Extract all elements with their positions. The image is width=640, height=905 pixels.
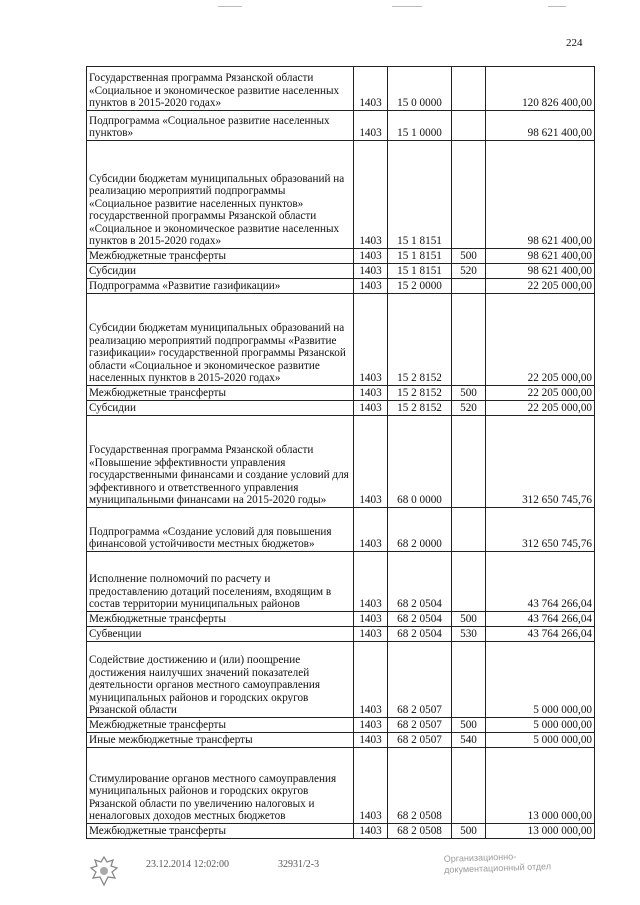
row-type — [452, 279, 486, 294]
row-type: 500 — [452, 718, 486, 733]
row-amount: 312 650 745,76 — [486, 508, 595, 552]
budget-table — [86, 66, 595, 839]
row-code: 15 0 0000 — [388, 67, 452, 111]
row-code: 15 1 8151 — [388, 141, 452, 249]
row-name: Иные межбюджетные трансферты — [87, 733, 354, 748]
row-code: 68 2 0507 — [388, 642, 452, 718]
row-name: Субвенции — [87, 627, 354, 642]
stamp-line: Организационно- — [443, 851, 517, 864]
row-amount: 5 000 000,00 — [486, 733, 595, 748]
row-type — [452, 552, 486, 612]
row-type: 500 — [452, 249, 486, 264]
footer-date: 23.12.2014 12:02:00 — [146, 859, 230, 870]
department-stamp — [444, 850, 552, 876]
table-row — [87, 733, 595, 748]
row-name: Стимулирование органов местного самоуправления муниципальных районов и городских округов Рязанской области по увеличению налоговых и неналоговых доходов местных бюджетов — [87, 748, 354, 824]
row-amount: 43 764 266,04 — [486, 627, 595, 642]
row-section: 1403 — [354, 552, 388, 612]
row-name: Субсидии бюджетам муниципальных образований на реализацию мероприятий подпрограммы «Социальное развитие населенных пунктов» государственной программы Рязанской области «Социальное и экономическое развитие населенных пунктов в 2015-2020 годах» — [87, 141, 354, 249]
table-row — [87, 401, 595, 416]
row-amount: 22 205 000,00 — [486, 386, 595, 401]
table-row — [87, 718, 595, 733]
row-type: 540 — [452, 733, 486, 748]
row-type: 500 — [452, 824, 486, 839]
row-code: 68 0 0000 — [388, 416, 452, 508]
row-type — [452, 508, 486, 552]
row-code: 68 2 0508 — [388, 824, 452, 839]
row-amount: 5 000 000,00 — [486, 642, 595, 718]
table-row — [87, 264, 595, 279]
row-name: Подпрограмма «Социальное развитие населенных пунктов» — [87, 111, 354, 141]
row-amount: 13 000 000,00 — [486, 748, 595, 824]
row-code: 68 2 0504 — [388, 627, 452, 642]
row-type: 500 — [452, 612, 486, 627]
page-number: 224 — [566, 37, 583, 49]
row-section: 1403 — [354, 748, 388, 824]
row-amount: 120 826 400,00 — [486, 67, 595, 111]
row-code: 15 1 0000 — [388, 111, 452, 141]
coat-of-arms-icon — [87, 854, 121, 893]
row-type: 520 — [452, 401, 486, 416]
stamp-line: документационный отдел — [444, 861, 552, 876]
row-name: Субсидии бюджетам муниципальных образований на реализацию мероприятий подпрограммы «Развитие газификации» государственной программы Рязанской области «Социальное и экономическое развитие населенных пунктов в 2015-2020 годах» — [87, 294, 354, 386]
row-section: 1403 — [354, 111, 388, 141]
table-row — [87, 627, 595, 642]
table-row — [87, 552, 595, 612]
row-amount: 22 205 000,00 — [486, 279, 595, 294]
row-amount: 22 205 000,00 — [486, 294, 595, 386]
row-type — [452, 67, 486, 111]
table-row — [87, 642, 595, 718]
row-section: 1403 — [354, 612, 388, 627]
row-type: 530 — [452, 627, 486, 642]
row-amount: 22 205 000,00 — [486, 401, 595, 416]
row-type — [452, 294, 486, 386]
row-section: 1403 — [354, 824, 388, 839]
row-section: 1403 — [354, 279, 388, 294]
row-name: Содействие достижению и (или) поощрение достижения наилучших значений показателей деятельности органов местного самоуправления муниципальных районов и городских округов Рязанской области — [87, 642, 354, 718]
row-type: 520 — [452, 264, 486, 279]
row-code: 68 2 0504 — [388, 552, 452, 612]
row-amount: 98 621 400,00 — [486, 249, 595, 264]
row-code: 15 1 8151 — [388, 249, 452, 264]
row-type — [452, 416, 486, 508]
table-row — [87, 279, 595, 294]
row-section: 1403 — [354, 386, 388, 401]
table-row — [87, 824, 595, 839]
row-section: 1403 — [354, 249, 388, 264]
row-section: 1403 — [354, 508, 388, 552]
row-name: Подпрограмма «Создание условий для повышения финансовой устойчивости местных бюджетов» — [87, 508, 354, 552]
row-type — [452, 642, 486, 718]
row-section: 1403 — [354, 416, 388, 508]
scan-speck — [548, 6, 566, 7]
row-code: 15 2 8152 — [388, 386, 452, 401]
table-row — [87, 67, 595, 111]
row-code: 68 2 0508 — [388, 748, 452, 824]
row-code: 15 2 8152 — [388, 401, 452, 416]
table-row — [87, 748, 595, 824]
table-row — [87, 249, 595, 264]
row-code: 15 1 8151 — [388, 264, 452, 279]
row-name: Субсидии — [87, 401, 354, 416]
row-name: Межбюджетные трансферты — [87, 824, 354, 839]
row-section: 1403 — [354, 733, 388, 748]
row-amount: 43 764 266,04 — [486, 552, 595, 612]
row-section: 1403 — [354, 642, 388, 718]
row-name: Межбюджетные трансферты — [87, 386, 354, 401]
row-section: 1403 — [354, 401, 388, 416]
row-name: Межбюджетные трансферты — [87, 249, 354, 264]
table-row — [87, 416, 595, 508]
row-amount: 98 621 400,00 — [486, 111, 595, 141]
row-code: 68 2 0507 — [388, 718, 452, 733]
row-code: 15 2 0000 — [388, 279, 452, 294]
row-amount: 312 650 745,76 — [486, 416, 595, 508]
row-name: Межбюджетные трансферты — [87, 718, 354, 733]
row-section: 1403 — [354, 141, 388, 249]
row-section: 1403 — [354, 718, 388, 733]
row-type — [452, 111, 486, 141]
table-row — [87, 508, 595, 552]
row-name: Межбюджетные трансферты — [87, 612, 354, 627]
row-type — [452, 141, 486, 249]
row-code: 15 2 8152 — [388, 294, 452, 386]
scan-speck — [218, 6, 242, 7]
row-name: Государственная программа Рязанской области «Социальное и экономическое развитие населенных пунктов в 2015-2020 годах» — [87, 67, 354, 111]
table-row — [87, 386, 595, 401]
row-amount: 43 764 266,04 — [486, 612, 595, 627]
row-name: Субсидии — [87, 264, 354, 279]
page-footer — [0, 852, 640, 892]
row-type — [452, 748, 486, 824]
row-code: 68 2 0000 — [388, 508, 452, 552]
row-section: 1403 — [354, 264, 388, 279]
row-code: 68 2 0507 — [388, 733, 452, 748]
row-amount: 5 000 000,00 — [486, 718, 595, 733]
table-row — [87, 612, 595, 627]
table-row — [87, 141, 595, 249]
row-name: Исполнение полномочий по расчету и предоставлению дотаций поселениям, входящим в состав территории муниципальных районов — [87, 552, 354, 612]
footer-document-id: 32931/2-3 — [278, 859, 320, 870]
row-amount: 98 621 400,00 — [486, 141, 595, 249]
scan-speck — [392, 6, 422, 7]
row-amount: 13 000 000,00 — [486, 824, 595, 839]
row-amount: 98 621 400,00 — [486, 264, 595, 279]
row-section: 1403 — [354, 294, 388, 386]
row-type: 500 — [452, 386, 486, 401]
table-row — [87, 294, 595, 386]
row-section: 1403 — [354, 627, 388, 642]
table-row — [87, 111, 595, 141]
row-code: 68 2 0504 — [388, 612, 452, 627]
row-name: Государственная программа Рязанской области «Повышение эффективности управления государственными финансами и создание условий для эффективного и ответственного управления муниципальными финансами на 2015-2020 годы» — [87, 416, 354, 508]
row-section: 1403 — [354, 67, 388, 111]
row-name: Подпрограмма «Развитие газификации» — [87, 279, 354, 294]
